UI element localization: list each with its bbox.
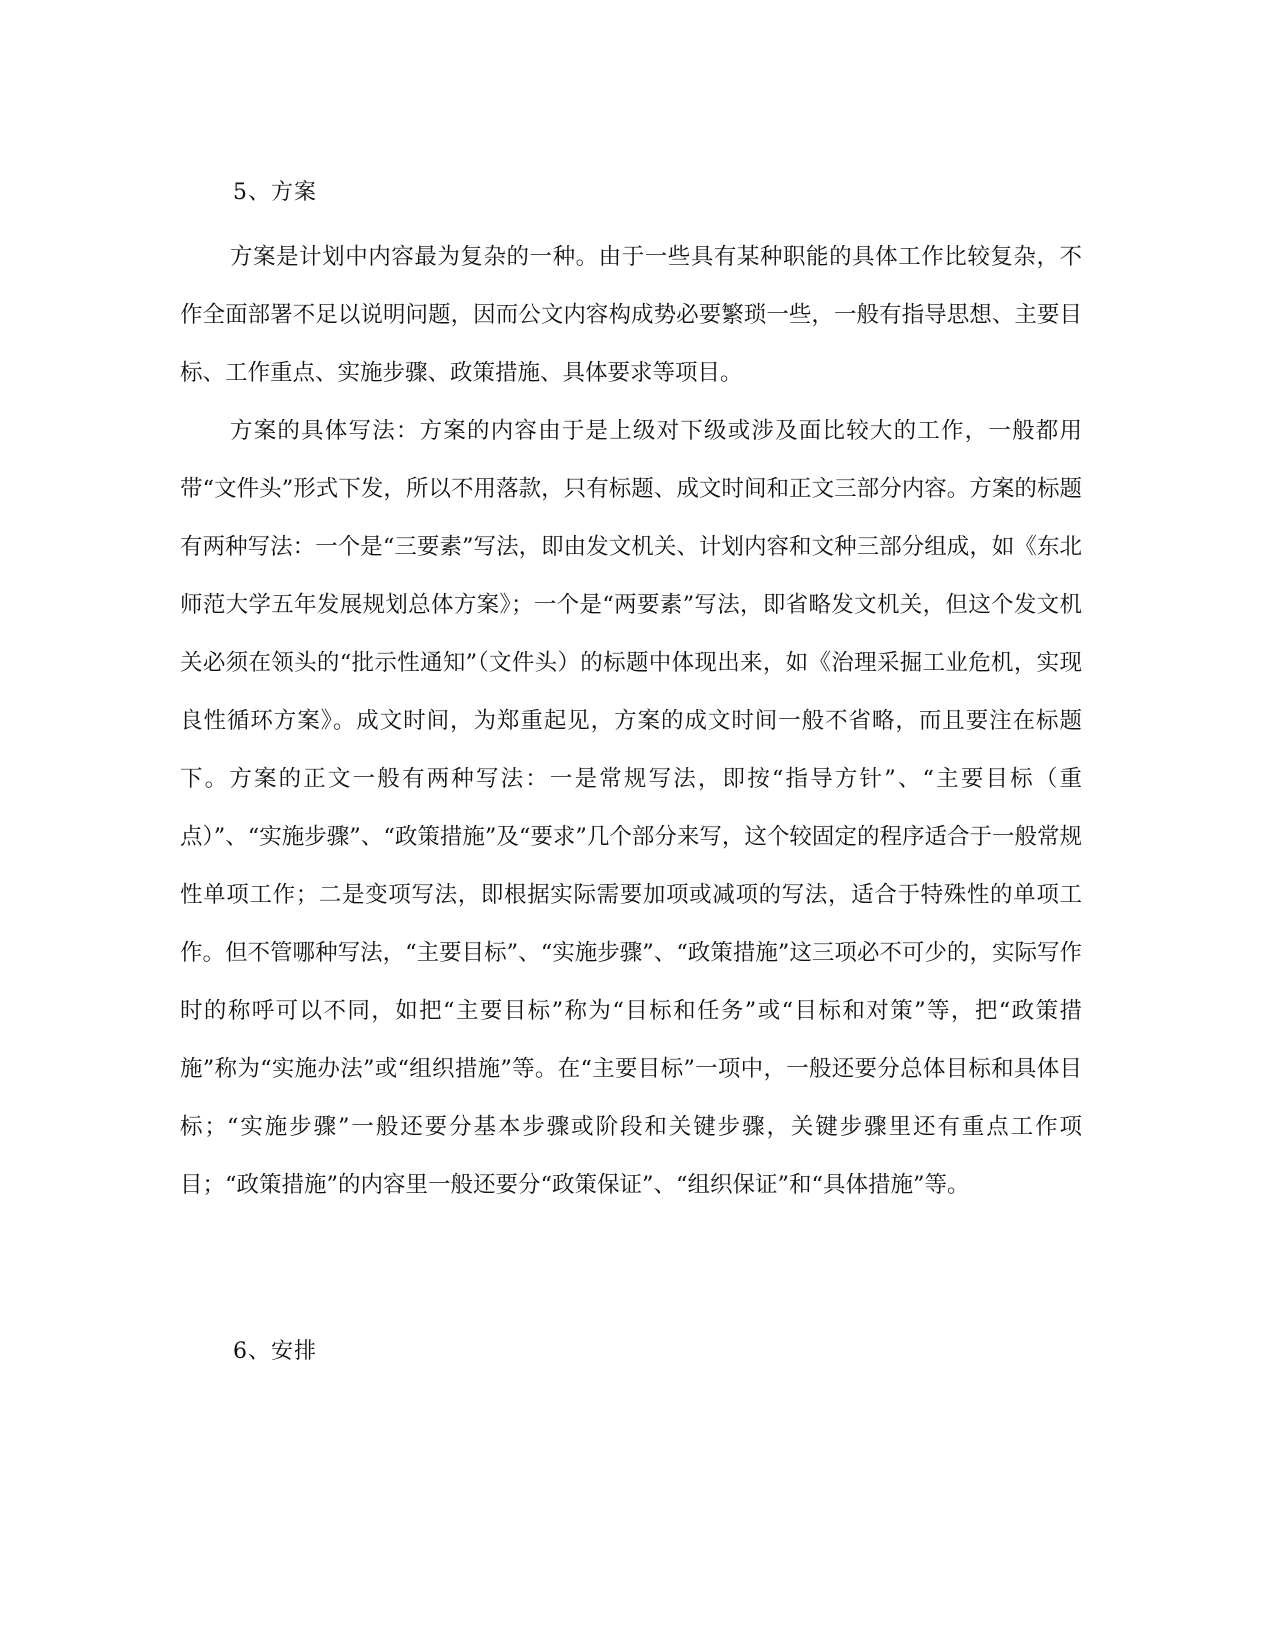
paragraph-plan-overview: 方案是计划中内容最为复杂的一种。由于一些具有某种职能的具体工作比较复杂，不作全面部署不足以说明问题，因而公文内容构成势必要繁琐一些，一般有指导思想、主要目标、工作重点、实施步骤、政策措施、具体要求等项目。 [180,244,1082,386]
paragraph-plan-writing-method: 方案的具体写法：方案的内容由于是上级对下级或涉及面比较大的工作，一般都用带“文件头”形式下发，所以不用落款，只有标题、成文时间和正文三部分内容。方案的标题有两种写法：一个是“三要素”写法，即由发文机关、计划内容和文种三部分组成，如《东北师范大学五年发展规划总体方案》；一个是“两要素”写法，即省略发文机关，但这个发文机关必须在领头的“批示性通知”（文件头）的标题中体现出来，如《治理采掘工业危机，实现良性循环方案》。成文时间，为郑重起见，方案的成文时间一般不省略，而且要注在标题下。方案的正文一般有两种写法：一是常规写法，即按“指导方针”、“主要目标（重点）”、“实施步骤”、“政策措施”及“要求”几个部分来写，这个较固定的程序适合于一般常规性单项工作；二是变项写法，即根据实际需要加项或减项的写法，适合于特殊性的单项工作。但不管哪种写法，“主要目标”、“实施步骤”、“政策措施”这三项必不可少的，实际写作时的称呼可以不同，如把“主要目标”称为“目标和任务”或“目标和对策”等，把“政策措施”称为“实施办法”或“组织措施”等。在“主要目标”一项中，一般还要分总体目标和具体目标；“实施步骤”一般还要分基本步骤或阶段和关键步骤，关键步骤里还有重点工作项目；“政策措施”的内容里一般还要分“政策保证”、“组织保证”和“具体措施”等。 [180,418,1082,1198]
section-5-heading: 5、方案 [233,180,317,205]
section-6-heading: 6、安排 [233,1339,317,1364]
